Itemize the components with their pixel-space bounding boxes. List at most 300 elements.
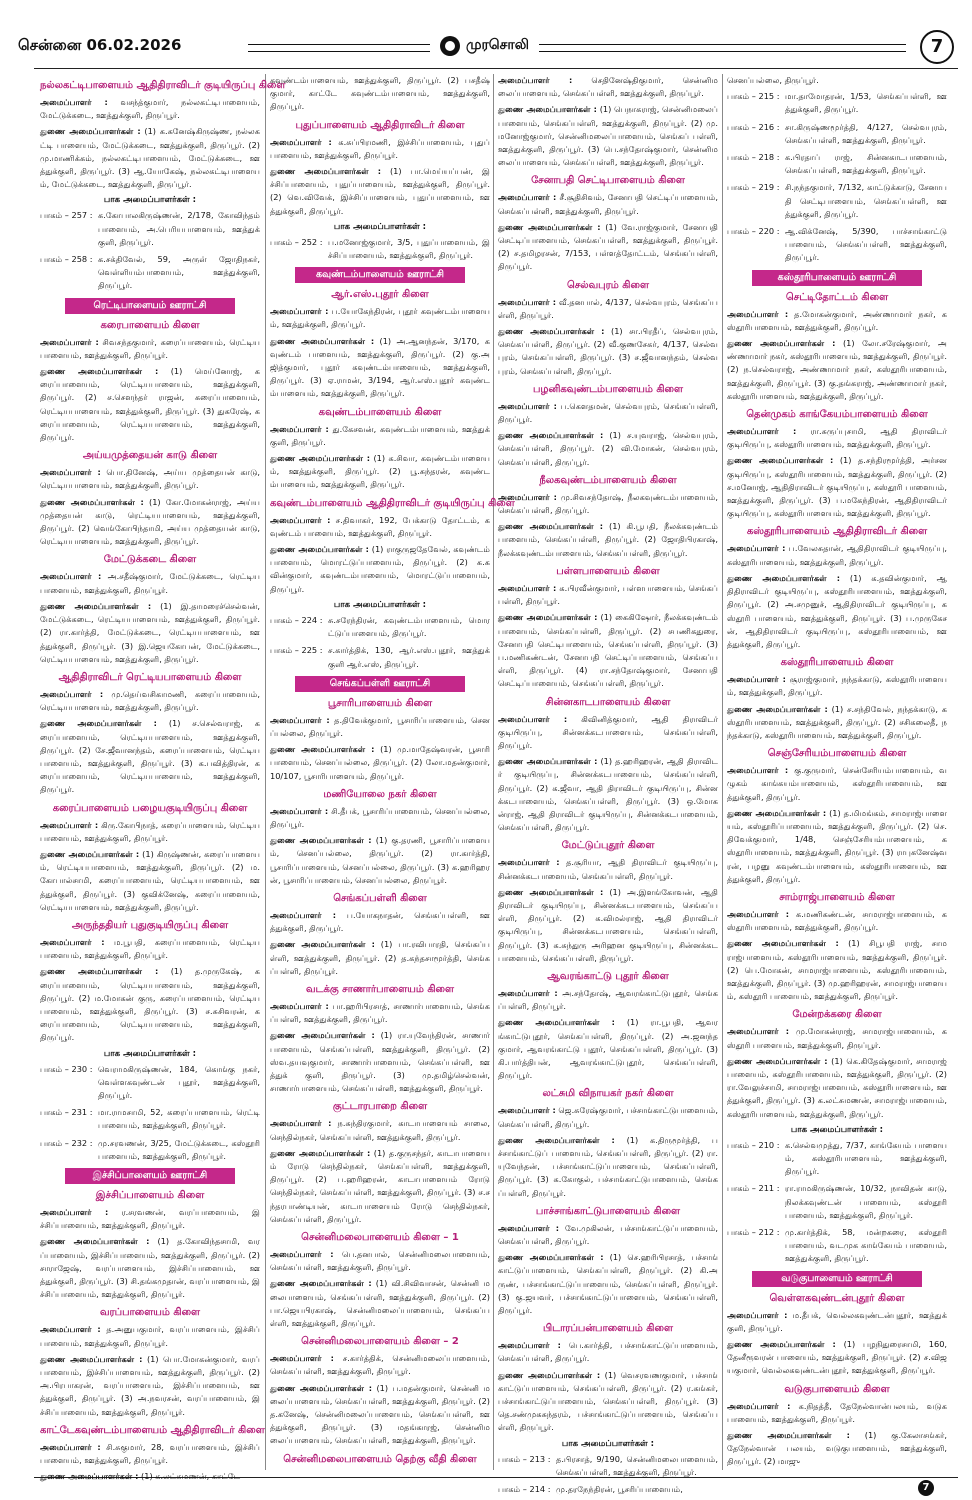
booth-entry	[40, 1063, 260, 1103]
member-details: த.அனுபகுமார், வரப்பாளையம், இச்சிப் பாளையம், ஊத்துக்குளி, திருப்பூர்.	[40, 1324, 260, 1348]
role-label: துணை அமைப்பாளர்கள் :	[498, 221, 601, 232]
role-label: அமைப்பாளர் :	[727, 908, 790, 919]
booth-details: மு.சரவணன், 3/25, மேட்டுக்கடை, கஸ்தூரி பாளையம், ஊத்துக்குளி, திருப்பூர்.	[98, 1137, 260, 1161]
member-details: வீ.தனபால், 4/137, செல்வபுரம், செங்கப்பள்ளி, திருப்பூர்.	[498, 296, 718, 320]
panchayat-banner: கஸ்தூரிபாளையம் ஊராட்சி	[752, 270, 922, 286]
member-entry	[270, 305, 490, 331]
branch-heading: வடுகுபாளையம் கிளை	[784, 1383, 890, 1395]
member-entry	[498, 191, 718, 217]
branch-heading: இச்சிப்பாளையம் கிளை	[95, 1190, 205, 1201]
member-entry	[727, 1025, 947, 1051]
member-details: (1) த.குருசந்தர், காடாபாளையம் ரோடு செந்தில்நகர், செங்கப்பள்ளி, ஊத்துக்குளி, திருப்பூர். (2) ப.ஹரிஹரன், காடாபாளையம் ரோடு செந்தில்நகர், செங்கப்பள்ளி, ஊத்துக்குளி, திருப்பூர். (3) ச.சந்தரபாண்டியன், காடாபாளையம் ரோடு செந்தில்நகர், செங்கப்பள்ளி, திருப்பூர்.	[270, 1147, 490, 1224]
role-label: அமைப்பாளர் :	[40, 688, 104, 699]
column-divider	[493, 74, 494, 1470]
role-label: துணை அமைப்பாளர்கள் :	[270, 1030, 375, 1041]
member-details: (1) க.லட்சுமணன், காட்டே	[141, 1471, 241, 1482]
branch-heading: சின்னகாடபாளையம் கிளை	[545, 696, 671, 708]
branch-heading: சாம்ராஜ்பாளையம் கிளை	[779, 891, 895, 903]
panchayat-banner: வடுகுபாளையம் ஊராட்சி	[752, 1271, 922, 1287]
member-details: பா.ஹரிபிரசாத், சாணார்பாளையம், செங்கப்பள்ளி, ஊத்துக்குளி, திருப்பூர்.	[270, 1000, 490, 1025]
paper-name: முரசொலி	[466, 37, 529, 53]
role-label: அமைப்பாளர் :	[270, 136, 332, 147]
member-entry	[727, 937, 947, 1003]
member-details: (1) மு.மாதேஷ்வரன், பூசாரி பாளையம், செனப்பல்லை, திருப்பூர். (2) லோ.மதன்குமார், 10/107, பூசாரிபாளையம், திருப்பூர்.	[270, 744, 490, 781]
member-entry	[270, 74, 490, 114]
role-label: அமைப்பாளர் :	[498, 1105, 556, 1116]
member-entry	[270, 1248, 490, 1274]
role-label: அமைப்பாளர் :	[270, 1249, 334, 1259]
member-details: கவுண்டம்பாளையம், ஊத்துக்குளி, திருப்பூர். (2) பசதீஷ் குமார், காட்டே கவுண்டம்பாளையம், ஊத்துக்குளி, திருப்பூர்.	[270, 75, 490, 112]
booth-number: பாகம் – 258 :	[40, 254, 93, 265]
member-details: சிவசந்தகுமார், கரைப்பாளையம், ரெட்டிய பாளையம், ஊத்துக்குளி, திருப்பூர்.	[40, 336, 260, 360]
booth-number: பாகம் – 224 :	[270, 614, 323, 625]
booth-details: க.பிரதாப் ராஜ், சின்னகாடபாளையம், செங்கப்பள்ளி, ஊத்துக்குளி, திருப்பூர்.	[785, 152, 947, 176]
member-details: (1) வே.ராஜ்குமார், சேனாபதி செட்டிப்பாளையம், செங்கப்பள்ளி, ஊத்துக்குளி, திருப்பூர். (2) ச.தமிழரசன், 7/153, பள்ளத்தோட்டம், செங்கப்பள்ளி, திருப்பூர்.	[498, 221, 719, 272]
member-entry	[727, 1400, 947, 1426]
role-label: அமைப்பாளர் :	[270, 909, 336, 920]
branch-heading: லட்சுமி விநாயகர் நகர் கிளை	[542, 1088, 674, 1100]
booth-entry	[270, 236, 490, 262]
member-details: க.சுப்பிரமணி, இச்சிப்பாளையம், புதுப் பாளையம், ஊத்துக்குளி, திருப்பூர்.	[270, 136, 490, 160]
member-entry	[727, 908, 947, 934]
role-label: துணை அமைப்பாளர்கள் :	[727, 938, 839, 949]
role-label: துணை அமைப்பாளர்கள் :	[270, 453, 371, 464]
member-entry	[40, 1206, 260, 1232]
panchayat-banner: இச்சிப்பாளையம் ஊராட்சி	[65, 1168, 235, 1184]
member-entry	[498, 74, 718, 100]
booth-number: பாகம் – 218 :	[727, 152, 780, 163]
role-label: துணை அமைப்பாளர்கள் :	[727, 455, 834, 466]
role-label: துணை அமைப்பாளர்கள் :	[498, 1134, 615, 1145]
member-details: (1) ரா.யுவேந்திரன், சாணார் பாளையம், செங்கப்பள்ளி, ஊத்துக்குளி, திருப்பூர். (2) ஸ்வ.தயவுகுமார், சாணார்பாளையம், செங்கப்பள்ளி, ஊத்துக் குளி, திருப்பூர். (3) மு.தமிழ்செல்வன், சாணார்பாளையம், செங்கப்பள்ளி, ஊத்துக்குளி, திருப்பூர்.	[270, 1030, 490, 1094]
member-entry	[270, 1117, 490, 1143]
branch-heading: பள்ளபாளையம் கிளை	[556, 565, 660, 577]
branch-heading: செல்வபுரம் கிளை	[566, 279, 649, 291]
member-entry	[498, 400, 718, 426]
masthead-rule	[248, 44, 906, 52]
member-details: செதினேஷ்திகுமார், சென்னிமலைப்பாளையம், செங்கப்பள்ளி, ஊத்துக்குளி, திருப்பூர்.	[498, 75, 718, 99]
role-label: துணை அமைப்பாளர்கள் :	[40, 1471, 139, 1482]
role-label: துணை அமைப்பாளர்கள் :	[40, 1353, 143, 1364]
role-label: துணை அமைப்பாளர்கள் :	[40, 126, 141, 137]
member-entry	[727, 572, 947, 651]
member-entry	[727, 425, 947, 451]
branch-heading: மேட்டுப்புதூர் கிளை	[561, 840, 655, 852]
member-entry	[40, 1323, 260, 1349]
member-entry	[40, 125, 260, 191]
role-label: அமைப்பாளர் :	[40, 336, 99, 347]
role-label: துணை அமைப்பாளர்கள் :	[270, 166, 382, 177]
member-entry	[498, 1251, 718, 1317]
section-subheading: பாக அமைப்பாளர்கள் :	[333, 599, 427, 610]
branch-heading: மேன்றக்கரை கிளை	[792, 1009, 882, 1021]
member-entry	[40, 1235, 260, 1301]
member-details: த.மோகன்குமார், அண்ணாமார் நகர், கஸ்தூரிபாளையம், ஊத்துக்குளி, திருப்பூர்.	[727, 308, 947, 332]
booth-number: பாகம் – 210 :	[727, 1139, 780, 1150]
booth-entry	[727, 1139, 947, 1179]
member-details: ம.தீபக், வெல்லகவுண்டன்புதூர், ஊத்துக் குளி, திருப்பூர்.	[727, 1309, 947, 1333]
branch-heading: செங்கப்பள்ளி கிளை	[333, 892, 427, 904]
panchayat-banner: கவுண்டம்பாளையம் ஊராட்சி	[295, 267, 465, 283]
member-details: பொ.தினேஷ், அய்ய முத்தையன் காடு, ரெட்டியபாளையம், ஊத்துக்குளி, திருப்பூர்.	[40, 467, 260, 491]
booth-entry	[727, 121, 947, 147]
branch-heading: சென்னிமலைபாளையம் தெற்கு வீதி கிளை	[283, 1453, 477, 1465]
member-details: (1) பா.மெய்யப்பன், இச்சிப்பாளையம், புதுப்பாளையம், ஊத்துக்குளி, திருப்பூர். (2) வெ.விவேக், இச்சிப்பாளையம், புதுப்பாளையம், ஊத்துக்குளி, திருப்பூர்.	[270, 166, 490, 216]
member-details: (1) கிருஷ்ணன், கரைப்பாளையம், ரெட்டியபாளையம், ஊத்துக்குளி, திருப்பூர். (2) ம.கோபால்சாமி, கரைப்பாளையம், ரெட்டியபாளையம், ஊத்துக்குளி, திருப்பூர். (3) குவிக்னேஷ், கரைப்பாளையம், ரெட்டியபாளையம், ஊத்துக்குளி, திருப்பூர்.	[40, 848, 260, 912]
member-entry	[270, 938, 490, 978]
member-entry	[498, 611, 718, 690]
member-details: (1) பெநாகராஜ், சென்னிமலைப் பாளையம், செங்கப்பள்ளி, ஊத்துக்குளி, திருப்பூர். (2) மு.மனோஜ்குமார், சென்னிமலைப்பாளையம், செங்கப் பள்ளி, ஊத்துக்குளி, திருப்பூர். (3) பெ.சந்தோஷ்குமார், சென்னிமலைப்பாளையம், செங்கப்பள்ளி, ஊத்துக்குளி, திருப்பூர்.	[498, 104, 718, 168]
role-label: அமைப்பாளர் :	[727, 674, 786, 685]
branch-heading: பூசாரிபாளையம் கிளை	[327, 697, 433, 709]
member-details: ப.யோகநாதன், செங்கப்பள்ளி, ஊத்துக்குளி, திருப்பூர்.	[270, 909, 490, 934]
member-entry	[727, 542, 947, 568]
section-subheading: பாக அமைப்பாளர்கள் :	[333, 221, 427, 232]
member-details: (1) கெ.கிதேஷ்குமார், சாமராஜ் பாளையம், கஸ்தூரிபாளையம், ஊத்துக்குளி, திருப்பூர். (2) ரா.வேலுச்சாமி, சாமராஜ்பாளையம், கஸ்தூரிபாளையம், ஊத்துக்குளி, திருப்பூர். (3) க.லட்சுமணன், சாமராஜ்பாளையம், கஸ்தூரிபாளையம், ஊத்துக்குளி, திருப்பூர்.	[727, 1055, 947, 1119]
role-label: துணை அமைப்பாளர்கள் :	[498, 1252, 604, 1263]
member-entry	[40, 466, 260, 492]
booth-entry	[270, 644, 490, 670]
panchayat-banner: ரெட்டிபாளையம் ஊராட்சி	[65, 298, 235, 314]
role-label: துணை அமைப்பாளர்கள் :	[727, 338, 836, 349]
role-label: துணை அமைப்பாளர்கள் :	[727, 703, 828, 714]
paper-logo	[430, 32, 539, 60]
branch-heading: ஆதிதிராவிடர் ரெட்டியபாளையம் கிளை	[58, 671, 242, 683]
booth-entry	[727, 225, 947, 265]
branch-heading: ஆவரங்காட்டு புதூர் கிளை	[547, 970, 669, 982]
member-entry	[40, 496, 260, 549]
role-label: அமைப்பாளர் :	[40, 936, 105, 947]
booth-number: பாகம் – 220 :	[727, 226, 780, 237]
role-label: அமைப்பாளர் :	[727, 308, 789, 319]
role-label: அமைப்பாளர் :	[40, 1207, 109, 1217]
member-entry	[40, 1470, 260, 1483]
member-entry	[270, 136, 490, 162]
member-details: வே.முகிலன், பச்சாங்காட்டுப்பாளையம், செங்கப்பள்ளி, திருப்பூர்.	[498, 1222, 718, 1247]
member-details: த.சூரியா, ஆதி திராவிடர் குடியிருப்பு, சின்னக்கடபாளையம், செங்கப்பள்ளி, திருப்பூர்.	[498, 857, 718, 881]
role-label: துணை அமைப்பாளர்கள் :	[498, 612, 598, 623]
page-number-badge: 7	[920, 30, 954, 64]
booth-number: பாகம் – 230 :	[40, 1063, 93, 1074]
role-label: துணை அமைப்பாளர்கள் :	[498, 521, 604, 532]
section-subheading: பாக அமைப்பாளர்கள் :	[790, 1124, 884, 1135]
booth-details: ப.மனோஜ்குமார், 3/5, புதுப்பாளையம், இச்சிப்பாளையம், ஊத்துக்குளி, திருப்பூர்.	[328, 236, 490, 261]
role-label: அமைப்பாளர் :	[270, 1000, 329, 1011]
member-entry	[270, 805, 490, 831]
member-entry	[270, 1000, 490, 1026]
booth-details: க.கோபாலகிருஷ்ணன், 2/178, கோவிந்தம் பாளையம், அ.பெரியபாளையம், ஊத்துக் குளி, திருப்பூர்.	[98, 210, 260, 247]
member-entry	[40, 600, 260, 666]
member-entry	[270, 452, 490, 492]
member-entry	[727, 1055, 947, 1121]
member-details: (1) க.திருமூர்த்தி, பச்சாங்காட்டுப் பாளையம், செங்கப்பள்ளி, திருப்பூர். (2) ரா.யுவேந்தன், பச்சாங்காட்டுப்பாளையம், செங்கப்பள்ளி, திருப்பூர். (3) க.கோகுல், பச்சாங்காட்டுபாளையம், செங்கப்பள்ளி, திருப்பூர்.	[498, 1134, 718, 1198]
member-details: த.திவேக்குமார், பூசாரிப்பாளையம், செனப்பல்லை, திருப்பூர்.	[270, 714, 490, 738]
role-label: அமைப்பாளர் :	[270, 805, 329, 816]
role-label: துணை அமைப்பாளர்கள் :	[270, 544, 369, 555]
member-details: (1) ராகுருஜதேவேல், கவுண்டம் பாளையம், மொரட்டுப்பாளையம், திருப்பூர். (2) க.கவின்குமார், கவுண்டம்பாளையம், மொரட்டுப்பாளையம், திருப்பூர்.	[270, 544, 490, 594]
role-label: அமைப்பாளர் :	[498, 857, 560, 868]
role-label: அமைப்பாளர் :	[727, 1309, 788, 1320]
member-entry	[40, 688, 260, 714]
branch-heading: நல்லகட்டிபாளையம் ஆதிதிராவிடர் குடியிருப்பு கிளை	[40, 80, 286, 91]
booth-number: பாகம் – 232 :	[40, 1137, 93, 1148]
member-details: பெ.கார்த்தி, பச்சாங்காட்டுப்பாளையம், செங்கப்பள்ளி, திருப்பூர்.	[498, 1340, 718, 1364]
member-details: (1) மெய்னோஜ், கரைப்பாளையம், ரெட்டியபாளையம், ஊத்துக்குளி, திருப்பூர். (2) ச.சௌந்தர் ராஜன், கரைப்பாளையம், ரெட்டியபாளையம், ஊத்துக்குளி, திருப்பூர். (3) துகரேஷ், கரைப்பாளையம், ரெட்டியபாளையம், ஊத்துக்குளி, திருப்பூர்.	[40, 366, 260, 443]
member-details: ப.வேலசுதான், ஆதிதிராவிடர் குடியிருப்பு, கஸ்தூரிபாளையம், ஊத்துக்குளி, திருப்பூர்.	[727, 543, 947, 567]
member-details: (1) செ.ஹரிபிரசாத், பச்சாங் காட்டுப்பாளையம், செங்கப்பள்ளி, திருப்பூர். (2) கி.அருண், பச்சாங்காட்டுப்பாளையம், செங்கப்பள்ளி, திருப்பூர். (3) கு.ஜயவர், பச்சாங்காட்டுப்பாளையம், செங்கப்பள்ளி, திருப்பூர்.	[498, 1252, 718, 1316]
member-details: ப.யோகேந்திரன், புதூர் கவுண்டம்பாளையம், ஊத்துக்குளி, திருப்பூர்.	[270, 306, 490, 330]
member-details: (1) பா.ரவிபாரதி, செங்கப்பள்ளி, ஊத்துக்குளி, திருப்பூர். (2) த.கந்தசாமூர்த்தி, செங்கப்பள்ளி, திருப்பூர்.	[270, 939, 491, 976]
booth-number: பாகம் – 257 :	[40, 210, 93, 221]
member-details: க.நிதத்தீ, தேநேல்வான்பலயம், வடுக பாளையம், ஊத்துக்குளி, திருப்பூர்.	[727, 1400, 947, 1424]
member-entry	[498, 1222, 718, 1248]
booth-details: ரா.ராமகிருஷ்ணன், 10/32, நாவிதன் காடு, நிலக்கவுண்டன் பாளையம், கஸ்தூரி பாளையம், ஊத்துக்குளி, திருப்பூர்.	[785, 1183, 947, 1220]
role-label: துணை அமைப்பாளர்கள் :	[40, 1236, 150, 1247]
member-details: (1) அ.ஆனந்தன், 3/170, கவுண்டம் பாளையம், ஊத்துக்குளி, திருப்பூர். (2) கு.அஜித்குமார், புதூர் கவுண்டம்பாளையம், ஊத்துக்குளி, திருப்பூர். (3) ஏ.ராமன், 3/194, ஆர்.எஸ்.புதூர் கவுண்டம்பாளையம், ஊத்துக்குளி, திருப்பூர்.	[270, 335, 490, 399]
role-label: துணை அமைப்பாளர்கள் :	[727, 572, 840, 583]
member-entry	[270, 834, 490, 887]
role-label: அமைப்பாளர் :	[727, 426, 797, 437]
role-label: அமைப்பாளர் :	[40, 1441, 101, 1452]
member-entry	[498, 221, 718, 274]
member-details: (1) க.சிவா, கவுண்டம்பாளையம், ஊத்துக்குளி, திருப்பூர். (2) பூ.சுந்தரன், கவுண்டம்பாளையம், ஊத்துக்குளி, திருப்பூர்.	[270, 453, 490, 490]
member-entry	[270, 1029, 490, 1095]
member-entry	[498, 856, 718, 882]
member-details: சீ.சூதிசிவம், சேனாபதி செட்டிப்பாளையம், செங்கப்பள்ளி, ஊத்துக்குளி, திருப்பூர்.	[498, 192, 718, 216]
member-entry	[270, 1147, 490, 1226]
branch-heading: ஆர்.எஸ்.புதூர் கிளை	[331, 289, 429, 301]
member-entry	[270, 1277, 490, 1330]
role-label: துணை அமைப்பாளர்கள் :	[40, 848, 140, 859]
member-entry	[498, 429, 718, 469]
booth-details: சு.சரேந்திரன், கவுண்டம்பாளையம், மொரட்டுப்பாளையம், திருப்பூர்.	[328, 614, 490, 639]
role-label: அமைப்பாளர் :	[498, 1222, 560, 1233]
booth-details: வெராமகிருஷ்ணன், 184, கொங்கு நகர், வெள்ளகவுண்டன் புதூர், ஊத்துக்குளி, திருப்பூர்.	[98, 1063, 260, 1100]
role-label: அமைப்பாளர் :	[498, 192, 557, 203]
member-details: ப.கௌதமன், செல்வபுரம், செங்கப்பள்ளி, திருப்பூர்.	[498, 400, 718, 425]
member-entry	[498, 886, 718, 965]
member-entry	[498, 582, 718, 608]
member-entry	[498, 1104, 718, 1130]
member-entry	[270, 909, 490, 935]
member-entry	[498, 1016, 718, 1082]
section-subheading: பாக அமைப்பாளர்கள் :	[103, 1048, 197, 1059]
member-details: (1) வி.சிவிவாசன், சென்னி மலைபாளையம், செங்கப்பள்ளி, ஊத்துக்குளி, திருப்பூர். (2) பா.ஜெயபிரகாஷ், சென்னிமலைப்பாளையம், செங்கப்பள்ளி, ஊத்துக்குளி, திருப்பூர்.	[270, 1278, 490, 1329]
booth-number: பாகம் – 215 :	[727, 91, 780, 102]
member-details: பெ.தனபால், சென்னிமலைபாளையம், செங்கப்பள்ளி, ஊத்துக்குளி, திருப்பூர்.	[270, 1249, 490, 1273]
booth-number: பாகம் – 213 :	[498, 1453, 551, 1464]
member-details: (1) த.முருகேஷ், கரைப்பாளையம், ரெட்டியபாளையம், ஊத்துக்குளி, திருப்பூர். (2) ம.மோகன் குரு, கரைப்பாளையம், ரெட்டியபாளையம், ஊத்துக்குளி, திருப்பூர். (3) ச.சுசிவரன், கரைப்பாளையம், ரெட்டியபாளையம், ஊத்துக்குளி, திருப்பூர்.	[40, 966, 260, 1043]
member-entry	[40, 570, 260, 596]
member-entry	[270, 1382, 490, 1448]
member-entry	[498, 987, 718, 1013]
booth-number: பாகம் – 231 :	[40, 1107, 93, 1118]
booth-details: மா.தாமோதரன், 1/53, செங்கப்பள்ளி, ஊத்துக்குளி, திருப்பூர்.	[785, 91, 947, 115]
member-entry	[498, 1134, 718, 1200]
member-entry	[498, 325, 718, 378]
member-details: (1) கோ.மோகன்ராஜ், அய்ய முத்தையன் காடு, ரெட்டியபாளையம், ஊத்துக்குளி, திருப்பூர். (2) வெங்கோபிந்தாமி, அய்ய முத்தையன் காடு, ரெட்டியபாளையம், ஊத்துக்குளி, திருப்பூர்.	[40, 496, 260, 547]
branch-heading: அருந்ததியர் புதுகுடியிருப்பு கிளை	[71, 919, 229, 931]
branch-heading: புதுப்பாளையம் ஆதிதிராவிடர் கிளை	[295, 119, 465, 131]
member-entry	[40, 819, 260, 845]
member-entry	[727, 1338, 947, 1378]
column-2	[270, 74, 515, 1470]
member-entry	[727, 337, 947, 403]
role-label: அமைப்பாளர் :	[727, 1026, 790, 1037]
branch-heading: பிடாரப்பன்பாளையம் கிளை	[543, 1323, 673, 1335]
member-entry	[40, 1441, 260, 1467]
branch-heading: பாச்சாங்காட்டுபாளையம் கிளை	[535, 1205, 681, 1217]
booth-entry	[727, 1182, 947, 1222]
role-label: அமைப்பாளர் :	[498, 75, 573, 85]
column-divider	[722, 74, 723, 1470]
member-details: ஜெ.சுரேஷ்குமார், பச்சாங்காட்டுபாளையம், செங்கப்பள்ளி, திருப்பூர்.	[498, 1105, 718, 1129]
booth-details: மு.தரநேந்திரன், பூசரிப்பாளையம்,	[556, 1484, 683, 1495]
member-details: (1) இ.தாமரைச்செல்வன், மேட்டுக்கடை, ரெட்டியபாளையம், ஊத்துக்குளி, திருப்பூர். (2) ரா.கார்த்தி, மேட்டுக்கடை, ரெட்டியபாளையம், ஊத்துக்குளி, திருப்பூர். (3) இ.ஜெயகோபன், மேட்டுக்கடை, ரெட்டியபாளையம், ஊத்துக்குளி, திருப்பூர்.	[40, 600, 260, 664]
role-label: துணை அமைப்பாளர்கள் :	[498, 756, 598, 767]
member-details: (1) வெசரவணகுமார், பச்சாங் காட்டுப்பாளையம், செங்கப்பள்ளி, திருப்பூர். (2) ர.கங்கர், பச்சாங்காட்டுப்பாளையம், செங்கப்பள்ளி, திருப்பூர். (3) தெ.சண்முகசுந்தரம், பச்சாங்காட்டுப்பாளையம், செங்கப்பள்ளி, திருப்பூர்.	[498, 1369, 718, 1433]
member-details: சி.சுகுமார், 28, வரப்பாளையம், இச்சிப் பாளையம், ஊத்துக்குளி, திருப்பூர்.	[40, 1441, 260, 1466]
member-details: (1) த.ஹரிஹரன், ஆதி திராவிடர் குடியிருப்பு, சின்னக்கடபாளையம், செங்கப்பள்ளி, திருப்பூர். (2) க.ஜீவா, ஆதி திராவிடர் குடியிருப்பு, சின்னக்கடபாளையம், செங்கப்பள்ளி, திருப்பூர். (3) ஒ.மோகன்ராஜ், ஆதி திராவிடர் குடியிருப்பு, சின்னக்கடபாளையம், செங்கப்பள்ளி, திருப்பூர்.	[498, 756, 719, 833]
column-4	[727, 74, 947, 1470]
member-details: (1) கைகிஷோர், நீலக்கவுண்டம் பாளையம், செங்கப்பள்ளி, திருப்பூர். (2) சபணிகதுரை, சேனாபதி செட்டிபாளையம், செங்கப்பள்ளி, திருப்பூர். (3) ப.மணிகண்டன், சேனாபதி செட்டிப்பாளையம், செங்கப்பள்ளி, திருப்பூர். (4) ரா.சந்தோஷ்குமார், சேனாபதி செட்டிப்பாளையம், செங்கப்பள்ளி, திருப்பூர்.	[498, 612, 718, 689]
role-label: துணை அமைப்பாளர்கள் :	[40, 718, 157, 729]
booth-number: பாகம் – 212 :	[727, 1227, 780, 1238]
member-details: ரா.சுருப்புசாமி, ஆதி திராவிடர் குடியிருப்பு, கஸ்தூரிபாளையம், ஊத்துக்குளி, திருப்பூர்.	[727, 426, 947, 450]
member-details: கிரு.கோபிநாத், கரைப்பாளையம், ரெட்டியபாளையம், ஊத்துக்குளி, திருப்பூர்.	[40, 819, 260, 843]
member-details: (1) ச.யுவராஜ், செல்வபுரம், செங்கப்பள்ளி, திருப்பூர். (2) வி.மோகன், செல்வபுரம், செங்கப்பள்ளி, திருப்பூர்.	[498, 430, 718, 467]
member-entry	[727, 703, 947, 743]
role-label: துணை அமைப்பாளர்கள் :	[727, 1055, 828, 1066]
member-details: ர.சரவணன், வரப்பாளையம், இச்சிப்பாளையம், ஊத்துக்குளி, திருப்பூர்.	[40, 1207, 260, 1231]
role-label: அமைப்பாளர் :	[498, 582, 557, 593]
member-entry	[727, 673, 947, 699]
role-label: அமைப்பாளர் :	[270, 423, 329, 434]
member-entry	[40, 717, 260, 796]
member-details: (1) ச.செல்வராஜ், கரைப்பாளையம், ரெட்டியபாளையம், ஊத்துக்குளி, திருப்பூர். (2) சே.ஜீவானந்தம், கரைப்பாளையம், ரெட்டியபாளையம், ஊத்துக்குளி, திருப்பூர். (3) க.பவித்திரன், கரைப்பாளையம், ரெட்டியபாளையம், ஊத்துக்குளி, திருப்பூர்.	[40, 718, 260, 795]
member-entry	[498, 103, 718, 169]
member-details: செனப்பல்லை, திருப்பூர்.	[727, 75, 819, 85]
role-label: அமைப்பாளர் :	[270, 514, 331, 525]
booth-entry	[270, 614, 490, 640]
member-details: (1) கு.தரணி, பூசாரிப்பாளையம், செனப்பல்லை, திருப்பூர். (2) ரா.கார்த்தி, பூசாரிப்பாளையம், செனப்பல்லை, திருப்பூர். (3) க.ஹரிஹரன், பூசாரிப்பாளையம், செனப்பல்லை, திருப்பூர்.	[270, 835, 490, 885]
role-label: துணை அமைப்பாளர்கள் :	[270, 835, 372, 846]
member-entry	[40, 936, 260, 962]
role-label: துணை அமைப்பாளர்கள் :	[498, 430, 604, 441]
member-entry	[498, 491, 718, 517]
role-label: அமைப்பாளர் :	[270, 1118, 332, 1129]
member-details: (1) க.தவின்குமார், ஆதிதிராவிடர் குடியிருப்பு, கஸ்தூரிபாளையம், ஊத்துக்குளி, திருப்பூர். (2) அ.சமுனுச், ஆதிதிராவிடர் குடியிருப்பு, கஸ்தூரி பாளையம், ஊத்துக்குளி, திருப்பூர். (3) ப.முருகேசன், ஆதிதிராவிடர் குடியிருப்பு, கஸ்தூரிபாளையம், ஊத்துக்குளி, திருப்பூர்.	[727, 572, 948, 649]
member-details: (1) பழநிதுரைசாமி, 160, தேனீரூவரன் பாளையம், ஊத்துக்குளி, திருப்பூர். (2) ச.விஜயகுமார், வெல்லகவுண்டன்புதூர், ஊத்துக்குளி, திருப்பூர்.	[727, 1339, 948, 1376]
member-details: (1) பொ.மோகன்குமார், வரப் பாளையம், இச்சிப்பாளையம், ஊத்துக்குளி, திருப்பூர். (2) அ.பிரபாகரன், வரப்பாளையம், இச்சிப்பாளையம், ஊத்துக்குளி, திருப்பூர். (3) அ.நவரசன், வரப்பாளையம், இச்சிப்பாளையம், ஊத்துக்குளி, திருப்பூர்.	[40, 1353, 260, 1417]
member-entry	[270, 714, 490, 740]
member-entry	[498, 1369, 718, 1435]
branch-heading: சென்னிமலைபாளையம் கிளை – 1	[301, 1232, 459, 1243]
member-entry	[727, 308, 947, 334]
logo-emblem-icon	[440, 36, 460, 56]
member-details: வசந்த்குமார், நல்லகட்டிபாளையம், மேட்டுக்கடை, ஊத்துக்குளி, திருப்பூர்.	[40, 97, 260, 121]
role-label: துணை அமைப்பாளர்கள் :	[498, 886, 604, 897]
booth-details: மா.ராமசாமி, 52, கரைப்பாளையம், ரெட்டி பாளையம், ஊத்துக்குளி, திருப்பூர்.	[98, 1107, 260, 1131]
booth-entry	[498, 1453, 718, 1479]
member-entry	[498, 520, 718, 560]
role-label: துணை அமைப்பாளர்கள் :	[270, 939, 375, 950]
role-label: அமைப்பாளர் :	[498, 987, 558, 998]
member-details: (1) த.மிமங்கம், சாமராஜ்பாளை யம், கஸ்தூரிப்பாளையம், ஊத்துக்குளி, திருப்பூர். (2) செ.திவேக்குமார், 1/48, செஞ்சேரியம்பாளையம், கஸ்தூரிபாளையம், ஊத்துக்குளி, திருப்பூர். (3) ராபுகனேஷ்வரன், பழனு கவுண்டம்பாளையம், கஸ்தூரிபாளையம், ஊத்துக்குளி, திருப்பூர்.	[727, 807, 947, 884]
member-details: (1) ரா.பூபதி, ஆவரங்காட்டுபுதூர், செங்கப்பள்ளி, திருப்பூர். (2) அ.ஜனந்தகுமார், ஆவரங்காட்டு புதூர், செங்கப்பள்ளி, திருப்பூர். (3) கி.பார்த்திபன், ஆவரங்காட்டுபுதூர், செங்கப்பள்ளி, திருப்பூர்.	[498, 1017, 718, 1081]
member-entry	[498, 713, 718, 753]
role-label: துணை அமைப்பாளர்கள் :	[498, 104, 597, 115]
role-label: அமைப்பாளர் :	[727, 1400, 791, 1411]
member-entry	[727, 1309, 947, 1335]
branch-heading: நீலகவுண்டம்பாளையம் கிளை	[539, 474, 677, 486]
member-entry	[727, 74, 947, 87]
member-details: (1) கு.கேலாசங்கர், தேநேல்வான் பலயம், வடுகுபாளையம், ஊத்துக்குளி, திருப்பூர். (2) மாஜு	[727, 1430, 948, 1467]
booth-entry	[40, 1137, 260, 1163]
member-entry	[727, 764, 947, 804]
role-label: துணை அமைப்பாளர்கள் :	[270, 744, 375, 755]
branch-heading: மேட்டுக்கடை கிளை	[103, 554, 197, 566]
role-label: துணை அமைப்பாளர்கள் :	[270, 335, 375, 346]
booth-entry	[498, 1483, 718, 1496]
member-details: கு.குருமார், சென்சேரியம்பாளையம், வழுகம் காங்கயம்பாளையம், கஸ்தூரிபாளையம், ஊத்துக்குளி, திருப்பூர்.	[727, 765, 947, 802]
branch-heading: சென்னிமலைபாளையம் கிளை – 2	[301, 1336, 459, 1348]
member-entry	[270, 514, 490, 540]
role-label: அமைப்பாளர் :	[498, 713, 568, 724]
member-entry	[270, 423, 490, 449]
member-entry	[727, 1429, 947, 1469]
branch-heading: சேனாபதி செட்டிபாளையம் கிளை	[531, 175, 685, 187]
branch-heading: குட்டாரபாறை கிளை	[332, 1101, 428, 1113]
panchayat-banner: செங்கப்பள்ளி ஊராட்சி	[295, 676, 465, 692]
role-label: துணை அமைப்பாளர்கள் :	[498, 1369, 601, 1380]
role-label: துணை அமைப்பாளர்கள் :	[270, 1147, 371, 1158]
role-label: அமைப்பாளர் :	[40, 1324, 101, 1335]
role-label: துணை அமைப்பாளர்கள் :	[498, 1017, 615, 1028]
branch-heading: வெள்ளகவுண்டன்புதூர் கிளை	[769, 1292, 905, 1304]
member-entry	[270, 743, 490, 783]
member-details: (1) க.கனேஷ்கிருஷ்ண, நல்லகட்டி பாளையம், மேட்டுக்கடை, ஊத்துக்குளி, திருப்பூர். (2) மு.மாணிக்கம், நல்லகட்டிபாளையம், மேட்டுக்கடை, ஊத்துக்குளி, திருப்பூர். (3) ஆ.யோகேஷ், நல்லகட்டிபாளையம், மேட்டுக்கடை, ஊத்துக்குளி, திருப்பூர்.	[40, 126, 261, 190]
branch-heading: செஞ்சேரியம்பாளையம் கிளை	[767, 748, 907, 760]
role-label: அமைப்பாளர் :	[270, 714, 330, 725]
booth-number: பாகம் – 211 :	[727, 1183, 780, 1194]
branch-heading: காட்டேகவுண்டம்பாளையம் ஆதிதிராவிடர் கிளை	[40, 1424, 265, 1436]
role-label: துணை அமைப்பாளர்கள் :	[270, 1382, 373, 1393]
booth-number: பாகம் – 252 :	[270, 236, 323, 247]
booth-entry	[727, 90, 947, 116]
member-entry	[498, 296, 718, 322]
role-label: துணை அமைப்பாளர்கள் :	[270, 1278, 372, 1289]
column-divider	[265, 74, 266, 1470]
branch-heading: செட்டிதோட்டம் கிளை	[785, 291, 889, 303]
branch-heading: தென்முகம் காங்கேயம்பாளையம் கிளை	[746, 409, 928, 421]
branch-heading: கஸ்தூரிபாளையம் ஆதிதிராவிடர் கிளை	[746, 526, 928, 538]
member-entry	[498, 1339, 718, 1365]
role-label: துணை அமைப்பாளர்கள் :	[40, 496, 144, 507]
booth-details: சா.கிருஷ்ணமூர்த்தி, 4/127, செல்வபுரம், செங்கப்பள்ளி, ஊத்துக்குளி, திருப்பூர்.	[785, 121, 947, 145]
role-label: அமைப்பாளர் :	[498, 491, 557, 502]
section-subheading: பாக அமைப்பாளர்கள் :	[103, 195, 197, 206]
branch-heading: கவுண்டம்பாளையம் கிளை	[318, 406, 442, 418]
member-details: (1) த.கோவிந்தசாமி, வரப்பாளையம், இச்சிப்பாளையம், ஊத்துக்குளி, திருப்பூர். (2) சாராஜேஷ், வரப்பாளையம், இச்சிப்பாளையம், ஊத்துக்குளி, திருப்பூர். (3) சி.தங்கமுதான், வரப்பாளையம், இச்சிப்பாளையம், ஊத்துக்குளி, திருப்பூர்.	[40, 1236, 260, 1300]
role-label: அமைப்பாளர் :	[727, 543, 786, 554]
booth-details: த.பிரசாத், 9/190, சென்னிமலைபாளையம், செங்கப்பள்ளி, ஊத்துக்குளி, திருப்பூர்.	[556, 1453, 718, 1477]
member-details: மு.மோகன்ராஜ், சாமராஜ்பாளையம், கஸ்தூரி பாளையம், ஊத்துக்குளி, திருப்பூர்.	[727, 1026, 947, 1050]
role-label: அமைப்பாளர் :	[40, 467, 101, 478]
member-details: மு.தெய்வசிகாமணி, கரைப்பாளையம், ரெட்டியபாளையம், ஊத்துக்குளி, திருப்பூர்.	[40, 688, 260, 713]
member-details: க.பிரவீன்குமார், பள்ளபாளையம், செங்கப் பள்ளி, திருப்பூர்.	[498, 582, 718, 607]
booth-entry	[727, 1226, 947, 1266]
